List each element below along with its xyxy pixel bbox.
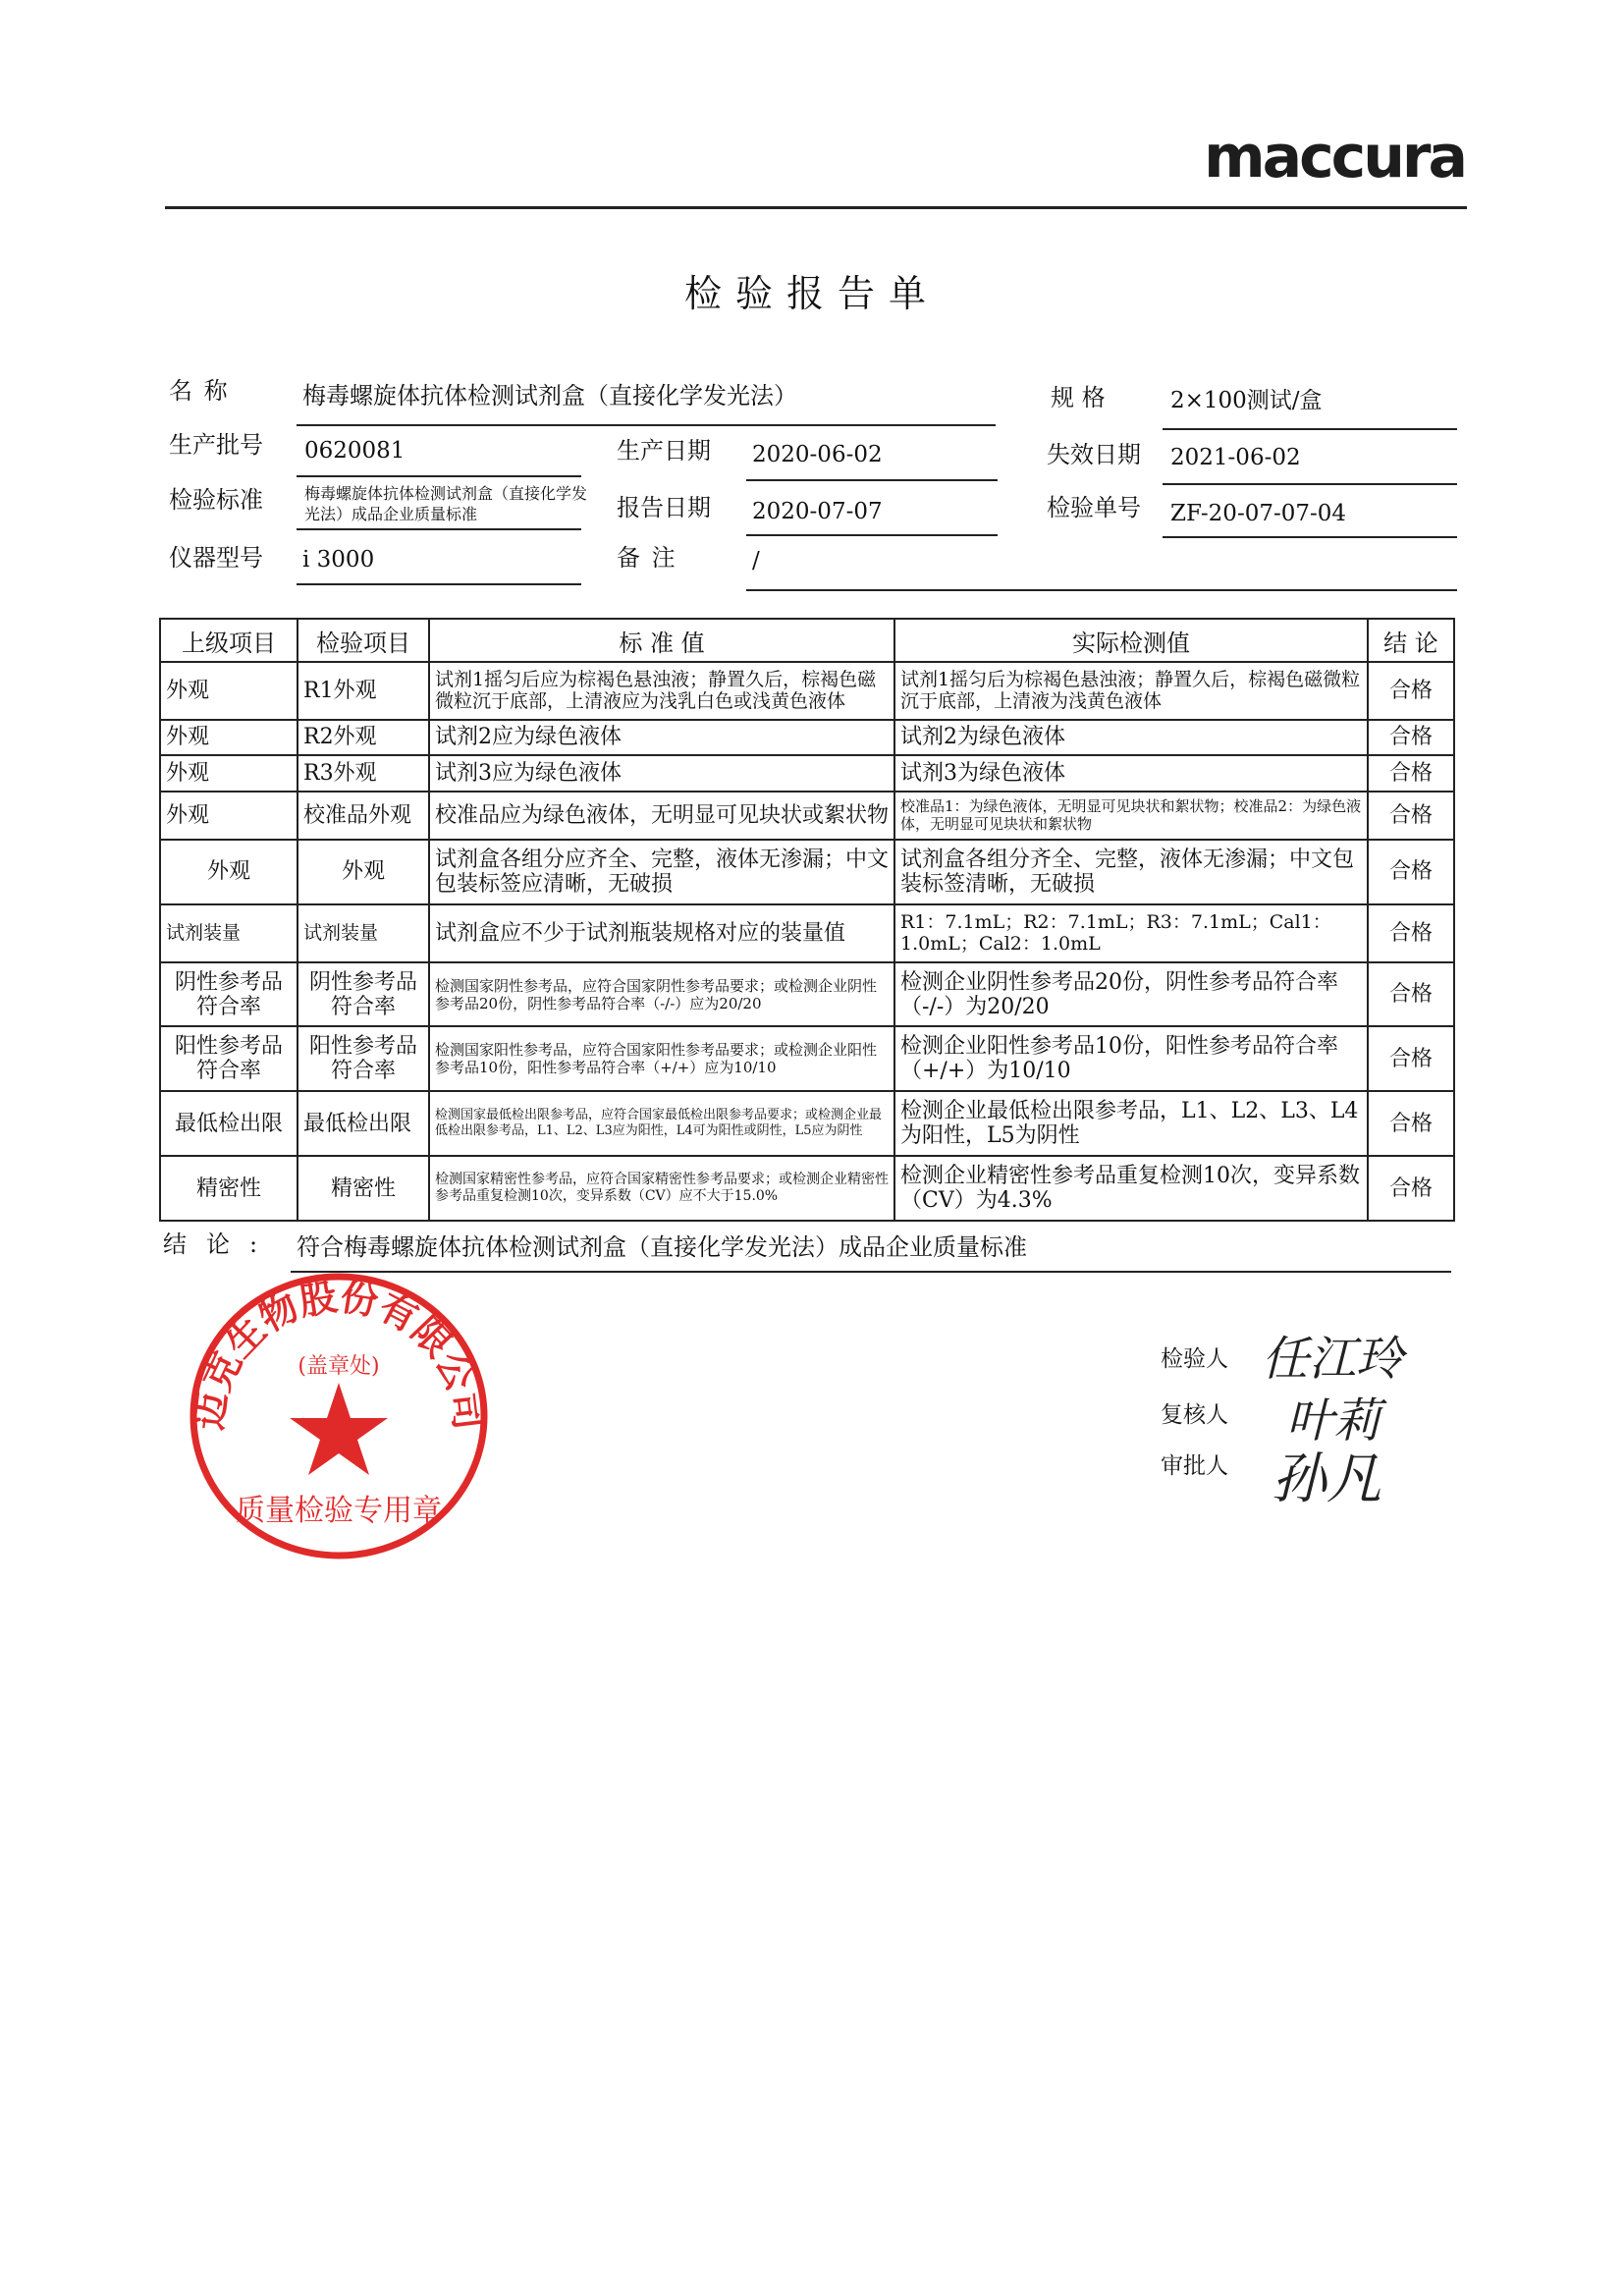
name-value: 梅毒螺旋体抗体检测试剂盒（直接化学发光法）	[302, 382, 797, 410]
spec-label: 规 格	[1051, 384, 1106, 411]
standard-label: 检验标准	[169, 486, 263, 514]
table-row	[160, 1156, 1454, 1221]
cell-item: 精密性	[298, 1156, 429, 1221]
cell-result: 合格	[1368, 792, 1454, 840]
inspector-signature: 任江玲	[1262, 1332, 1404, 1387]
cell-result: 合格	[1368, 720, 1454, 755]
report-no-label: 检验单号	[1047, 494, 1141, 521]
standard-value: 梅毒螺旋体抗体检测试剂盒（直接化学发光法）成品企业质量标准	[304, 484, 588, 523]
cell-item: 阳性参考品符合率	[298, 1026, 429, 1091]
cell-actual: 校准品1：为绿色液体，无明显可见块状和絮状物；校准品2：为绿色液体，无明显可见块状和絮状物	[894, 792, 1368, 840]
header-item: 检验项目	[298, 619, 429, 662]
header-divider	[165, 206, 1467, 209]
report-no-underline	[1163, 536, 1457, 538]
cell-parent: 外观	[160, 840, 298, 904]
seal-star-icon	[290, 1383, 388, 1475]
spec-value: 2×100测试/盒	[1170, 388, 1323, 413]
cell-actual: 试剂3为绿色液体	[894, 755, 1368, 791]
cell-item: R2外观	[298, 720, 429, 755]
cell-standard: 检测国家阴性参考品，应符合国家阴性参考品要求；或检测企业阴性参考品20份，阴性参考品符合率（-/-）应为20/20	[429, 962, 894, 1027]
header-parent: 上级项目	[160, 619, 298, 662]
cell-actual: 检测企业阴性参考品20份，阴性参考品符合率（-/-）为20/20	[894, 962, 1368, 1027]
inspector-label: 检验人	[1161, 1346, 1228, 1372]
table-row	[160, 720, 1454, 755]
brand-logo: maccura	[1204, 123, 1465, 191]
batch-label: 生产批号	[169, 431, 263, 459]
reviewer-signature: 叶莉	[1286, 1394, 1381, 1449]
cell-standard: 试剂盒应不少于试剂瓶装规格对应的装量值	[429, 904, 894, 962]
expiry-label: 失效日期	[1047, 441, 1141, 468]
header-actual: 实际检测值	[894, 619, 1368, 662]
batch-underline	[297, 475, 581, 477]
company-seal	[182, 1267, 496, 1571]
conclusion-text: 符合梅毒螺旋体抗体检测试剂盒（直接化学发光法）成品企业质量标准	[297, 1233, 1027, 1261]
cell-result: 合格	[1368, 1091, 1454, 1156]
cell-result: 合格	[1368, 1156, 1454, 1221]
spec-underline	[1163, 428, 1457, 430]
prod-date-value: 2020-06-02	[752, 442, 883, 467]
cell-parent: 外观	[160, 792, 298, 840]
seal-bottom-text: 质量检验专用章	[236, 1494, 442, 1528]
cell-item: 最低检出限	[298, 1091, 429, 1156]
cell-parent: 外观	[160, 755, 298, 791]
seal-company-name: 迈克生物股份有限公司	[186, 1274, 492, 1433]
report-no-value: ZF-20-07-07-04	[1170, 501, 1347, 526]
cell-item: 外观	[298, 840, 429, 904]
cell-item: R3外观	[298, 755, 429, 791]
prod-date-underline	[746, 479, 998, 481]
cell-item: 阴性参考品符合率	[298, 962, 429, 1027]
name-underline	[297, 424, 996, 426]
approver-label: 审批人	[1161, 1453, 1228, 1479]
standard-underline	[297, 528, 581, 530]
cell-parent: 最低检出限	[160, 1091, 298, 1156]
report-date-underline	[746, 534, 998, 536]
cell-result: 合格	[1368, 662, 1454, 720]
header-result: 结 论	[1368, 619, 1454, 662]
cell-parent: 试剂装量	[160, 904, 298, 962]
table-row	[160, 792, 1454, 840]
cell-item: 试剂装量	[298, 904, 429, 962]
table-row	[160, 962, 1454, 1027]
instrument-label: 仪器型号	[169, 544, 263, 572]
table-row	[160, 904, 1454, 962]
cell-actual: 试剂盒各组分齐全、完整，液体无渗漏；中文包装标签清晰，无破损	[894, 840, 1368, 904]
cell-actual: R1：7.1mL；R2：7.1mL；R3：7.1mL；Cal1：1.0mL；Cal2：1.0mL	[894, 904, 1368, 962]
cell-result: 合格	[1368, 755, 1454, 791]
cell-standard: 试剂2应为绿色液体	[429, 720, 894, 755]
cell-result: 合格	[1368, 962, 1454, 1027]
cell-parent: 外观	[160, 720, 298, 755]
cell-parent: 外观	[160, 662, 298, 720]
name-label: 名 称	[169, 377, 230, 405]
seal-middle-text: (盖章处)	[298, 1354, 380, 1379]
conclusion-label: 结论:	[163, 1230, 278, 1258]
page-title: 检验报告单	[683, 272, 940, 315]
header-standard: 标 准 值	[429, 619, 894, 662]
batch-value: 0620081	[304, 438, 406, 464]
table-row	[160, 1026, 1454, 1091]
table-row	[160, 840, 1454, 904]
inspection-table	[159, 618, 1455, 1222]
cell-standard: 检测国家精密性参考品，应符合国家精密性参考品要求；或检测企业精密性参考品重复检测10次，变异系数（CV）应不大于15.0%	[429, 1156, 894, 1221]
reviewer-label: 复核人	[1161, 1402, 1228, 1428]
instrument-value: i 3000	[302, 547, 375, 573]
table-row	[160, 755, 1454, 791]
cell-actual: 检测企业阳性参考品10份，阳性参考品符合率（+/+）为10/10	[894, 1026, 1368, 1091]
report-date-label: 报告日期	[617, 494, 711, 521]
cell-actual: 检测企业精密性参考品重复检测10次，变异系数（CV）为4.3%	[894, 1156, 1368, 1221]
remark-label: 备 注	[617, 544, 677, 572]
cell-standard: 检测国家最低检出限参考品，应符合国家最低检出限参考品要求；或检测企业最低检出限参考品，L1、L2、L3应为阳性，L4可为阳性或阴性，L5应为阴性	[429, 1091, 894, 1156]
table-header-row	[160, 619, 1454, 662]
cell-result: 合格	[1368, 1026, 1454, 1091]
table-row	[160, 1091, 1454, 1156]
table-row	[160, 662, 1454, 720]
cell-actual: 检测企业最低检出限参考品，L1、L2、L3、L4为阳性，L5为阴性	[894, 1091, 1368, 1156]
cell-standard: 试剂盒各组分应齐全、完整，液体无渗漏；中文包装标签应清晰，无破损	[429, 840, 894, 904]
report-date-value: 2020-07-07	[752, 499, 883, 524]
expiry-underline	[1163, 483, 1457, 485]
cell-actual: 试剂1摇匀后为棕褐色悬浊液；静置久后，棕褐色磁微粒沉于底部，上清液为浅黄色液体	[894, 662, 1368, 720]
cell-standard: 试剂3应为绿色液体	[429, 755, 894, 791]
cell-result: 合格	[1368, 840, 1454, 904]
cell-item: R1外观	[298, 662, 429, 720]
cell-result: 合格	[1368, 904, 1454, 962]
cell-actual: 试剂2为绿色液体	[894, 720, 1368, 755]
cell-item: 校准品外观	[298, 792, 429, 840]
approver-signature: 孙凡	[1272, 1448, 1381, 1511]
expiry-value: 2021-06-02	[1170, 445, 1301, 470]
cell-parent: 精密性	[160, 1156, 298, 1221]
prod-date-label: 生产日期	[617, 437, 711, 465]
instrument-underline	[297, 583, 581, 585]
cell-parent: 阴性参考品符合率	[160, 962, 298, 1027]
remark-value: /	[752, 548, 760, 574]
remark-underline	[746, 589, 1457, 591]
cell-standard: 校准品应为绿色液体，无明显可见块状或絮状物	[429, 792, 894, 840]
cell-parent: 阳性参考品符合率	[160, 1026, 298, 1091]
cell-standard: 试剂1摇匀后应为棕褐色悬浊液；静置久后，棕褐色磁微粒沉于底部，上清液应为浅乳白色或浅黄色液体	[429, 662, 894, 720]
cell-standard: 检测国家阳性参考品，应符合国家阳性参考品要求；或检测企业阳性参考品10份，阳性参考品符合率（+/+）应为10/10	[429, 1026, 894, 1091]
